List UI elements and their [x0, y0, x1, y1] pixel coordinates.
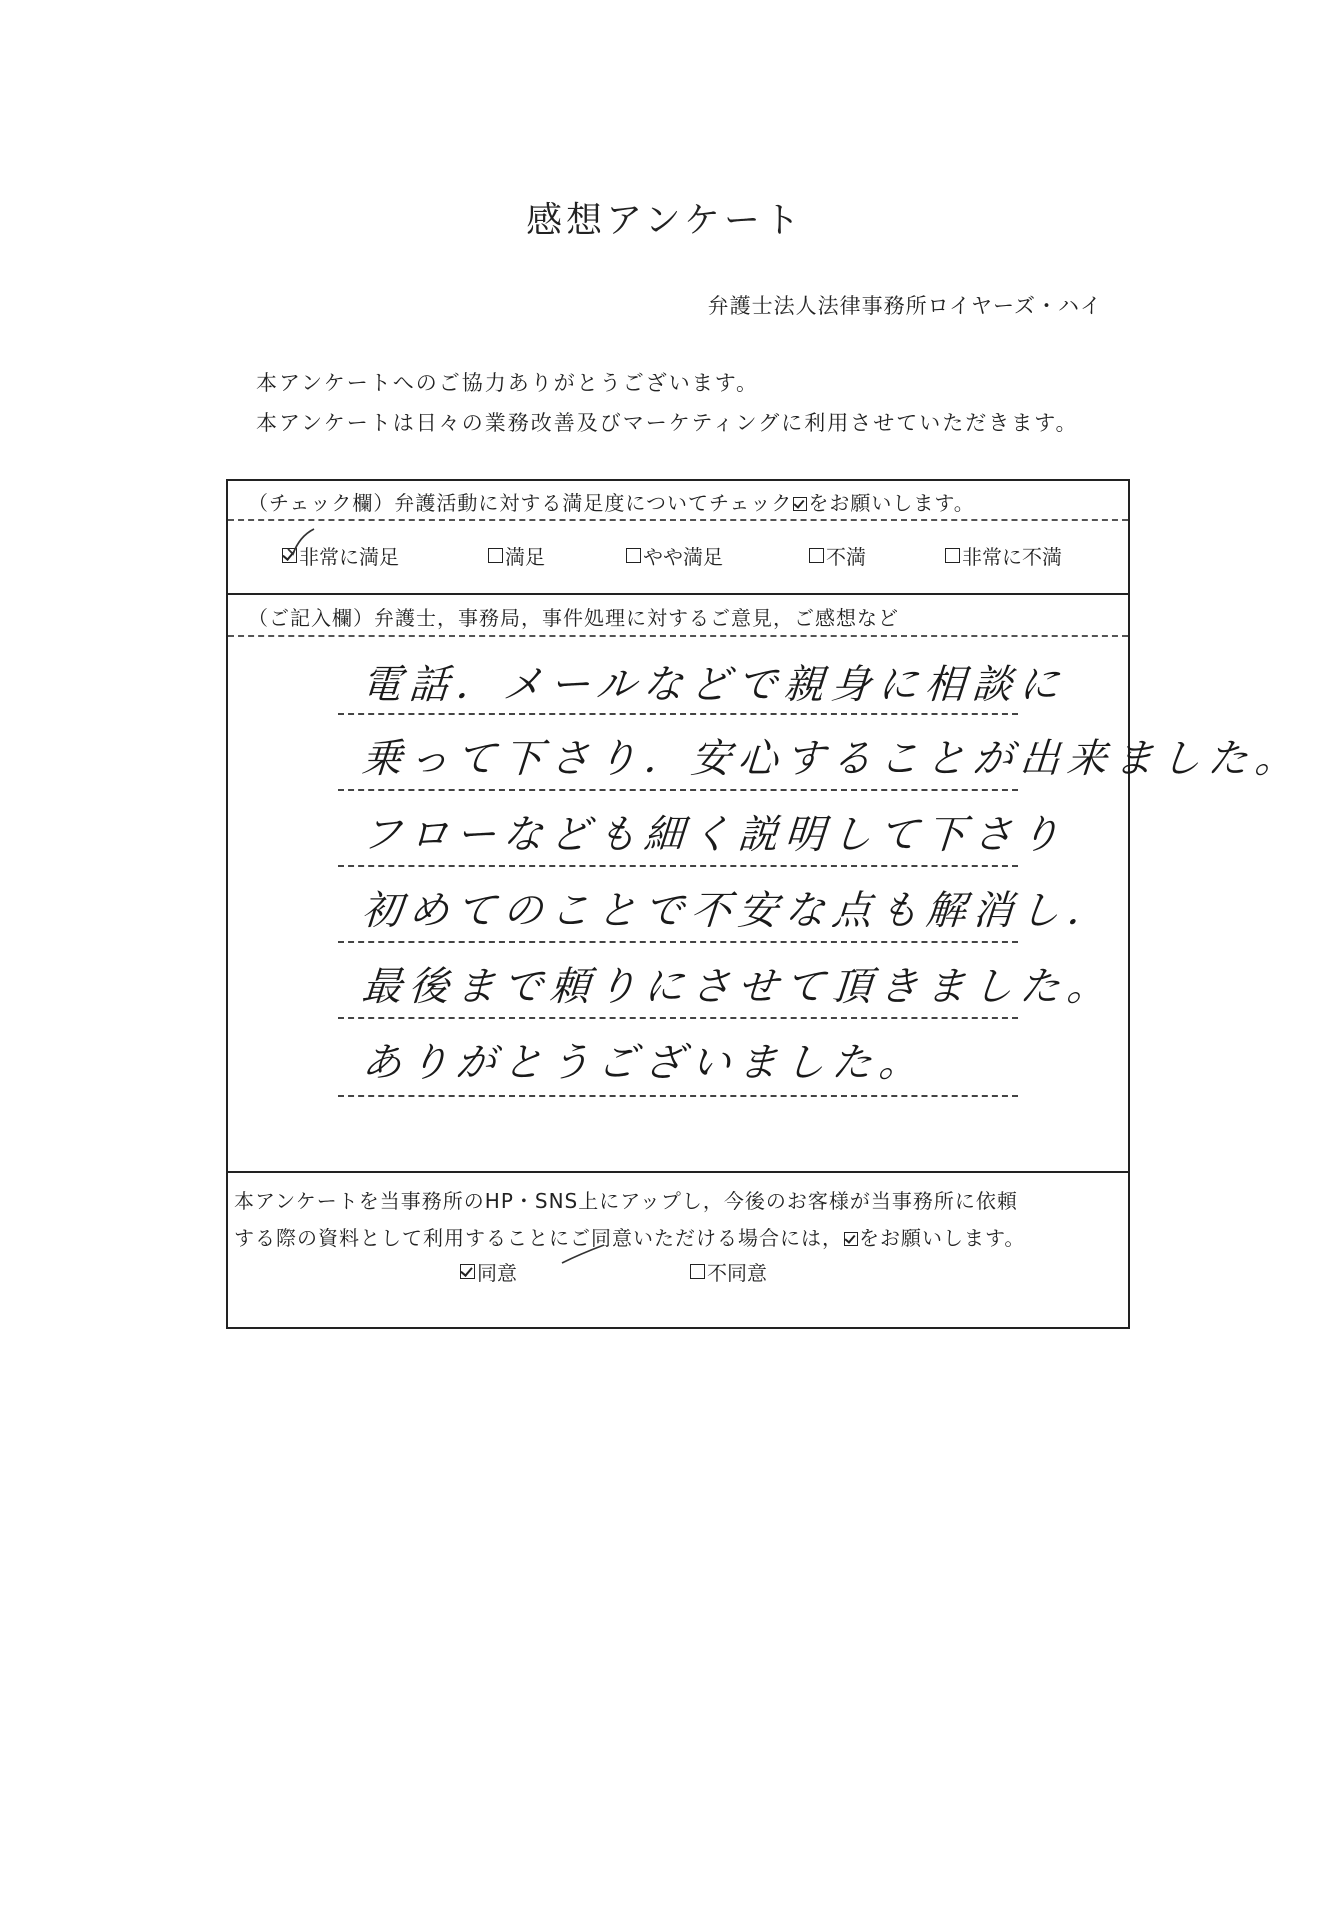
checkbox-icon[interactable] [690, 1264, 705, 1279]
intro-line-2: 本アンケートは日々の業務改善及びマーケティングに利用させていただきます。 [256, 411, 1079, 435]
organization-name: 弁護士法人法律事務所ロイヤーズ・ハイ [707, 294, 1102, 318]
writing-line [338, 713, 1018, 715]
option-disagree[interactable] [690, 1257, 767, 1286]
option-label: 不満 [826, 545, 866, 569]
option-satisfied[interactable] [488, 541, 545, 570]
satisfaction-header [248, 487, 975, 516]
checkbox-icon [793, 497, 807, 511]
option-agree[interactable] [460, 1257, 517, 1286]
comment-line-5: 最後まで頼りにさせて頂きました。 [360, 964, 1116, 1010]
page-title: 感想アンケート [526, 200, 804, 241]
option-label: やや満足 [643, 545, 723, 569]
survey-form [226, 479, 1304, 1329]
writing-line [338, 789, 1018, 791]
intro-line-1: 本アンケートへのご協力ありがとうございます。 [256, 371, 760, 395]
divider [228, 593, 1128, 595]
writing-line [338, 1017, 1018, 1019]
consent-line-2 [234, 1222, 1025, 1251]
option-somewhat-satisfied[interactable] [626, 541, 723, 570]
satisfaction-header-suffix: をお願いします。 [808, 491, 975, 515]
option-label: 不同意 [707, 1261, 767, 1285]
consent-line-1: 本アンケートを当事務所のHP・SNS上にアップし，今後のお客様が当事務所に依頼 [234, 1189, 1018, 1213]
option-label: 非常に満足 [299, 545, 399, 569]
comments-header: （ご記入欄）弁護士，事務局，事件処理に対するご意見，ご感想など [248, 606, 899, 630]
comment-line-6: ありがとうございました。 [360, 1040, 928, 1086]
checkbox-icon[interactable] [626, 548, 641, 563]
divider [228, 519, 1128, 521]
checked-box-icon[interactable] [460, 1264, 475, 1279]
checkbox-icon[interactable] [945, 548, 960, 563]
comment-line-1: 電話．メールなどで親身に相談に [360, 662, 1068, 708]
option-dissatisfied[interactable] [809, 541, 866, 570]
checkbox-icon[interactable] [809, 548, 824, 563]
comment-line-3: フローなども細く説明して下さり [360, 812, 1069, 858]
divider [228, 635, 1128, 637]
consent-line-2-suffix: をお願いします。 [859, 1226, 1026, 1250]
pen-stroke-icon [558, 1241, 608, 1271]
checkbox-icon [844, 1232, 858, 1246]
option-very-dissatisfied[interactable] [945, 541, 1062, 570]
option-label: 非常に不満 [962, 545, 1062, 569]
pen-checkmark-icon [284, 527, 318, 557]
comment-line-4: 初めてのことで不安な点も解消し． [360, 888, 1116, 934]
satisfaction-header-text: （チェック欄）弁護活動に対する満足度についてチェック [248, 491, 793, 515]
option-label: 同意 [477, 1261, 517, 1285]
option-label: 満足 [505, 545, 545, 569]
comment-line-2: 乗って下さり．安心することが出来ました。 [360, 736, 1304, 782]
writing-line [338, 865, 1018, 867]
writing-line [338, 941, 1018, 943]
checkbox-icon[interactable] [488, 548, 503, 563]
divider [228, 1171, 1128, 1173]
consent-line-2-text: する際の資料として利用することにご同意いただける場合には， [234, 1226, 843, 1250]
writing-line [338, 1095, 1018, 1097]
